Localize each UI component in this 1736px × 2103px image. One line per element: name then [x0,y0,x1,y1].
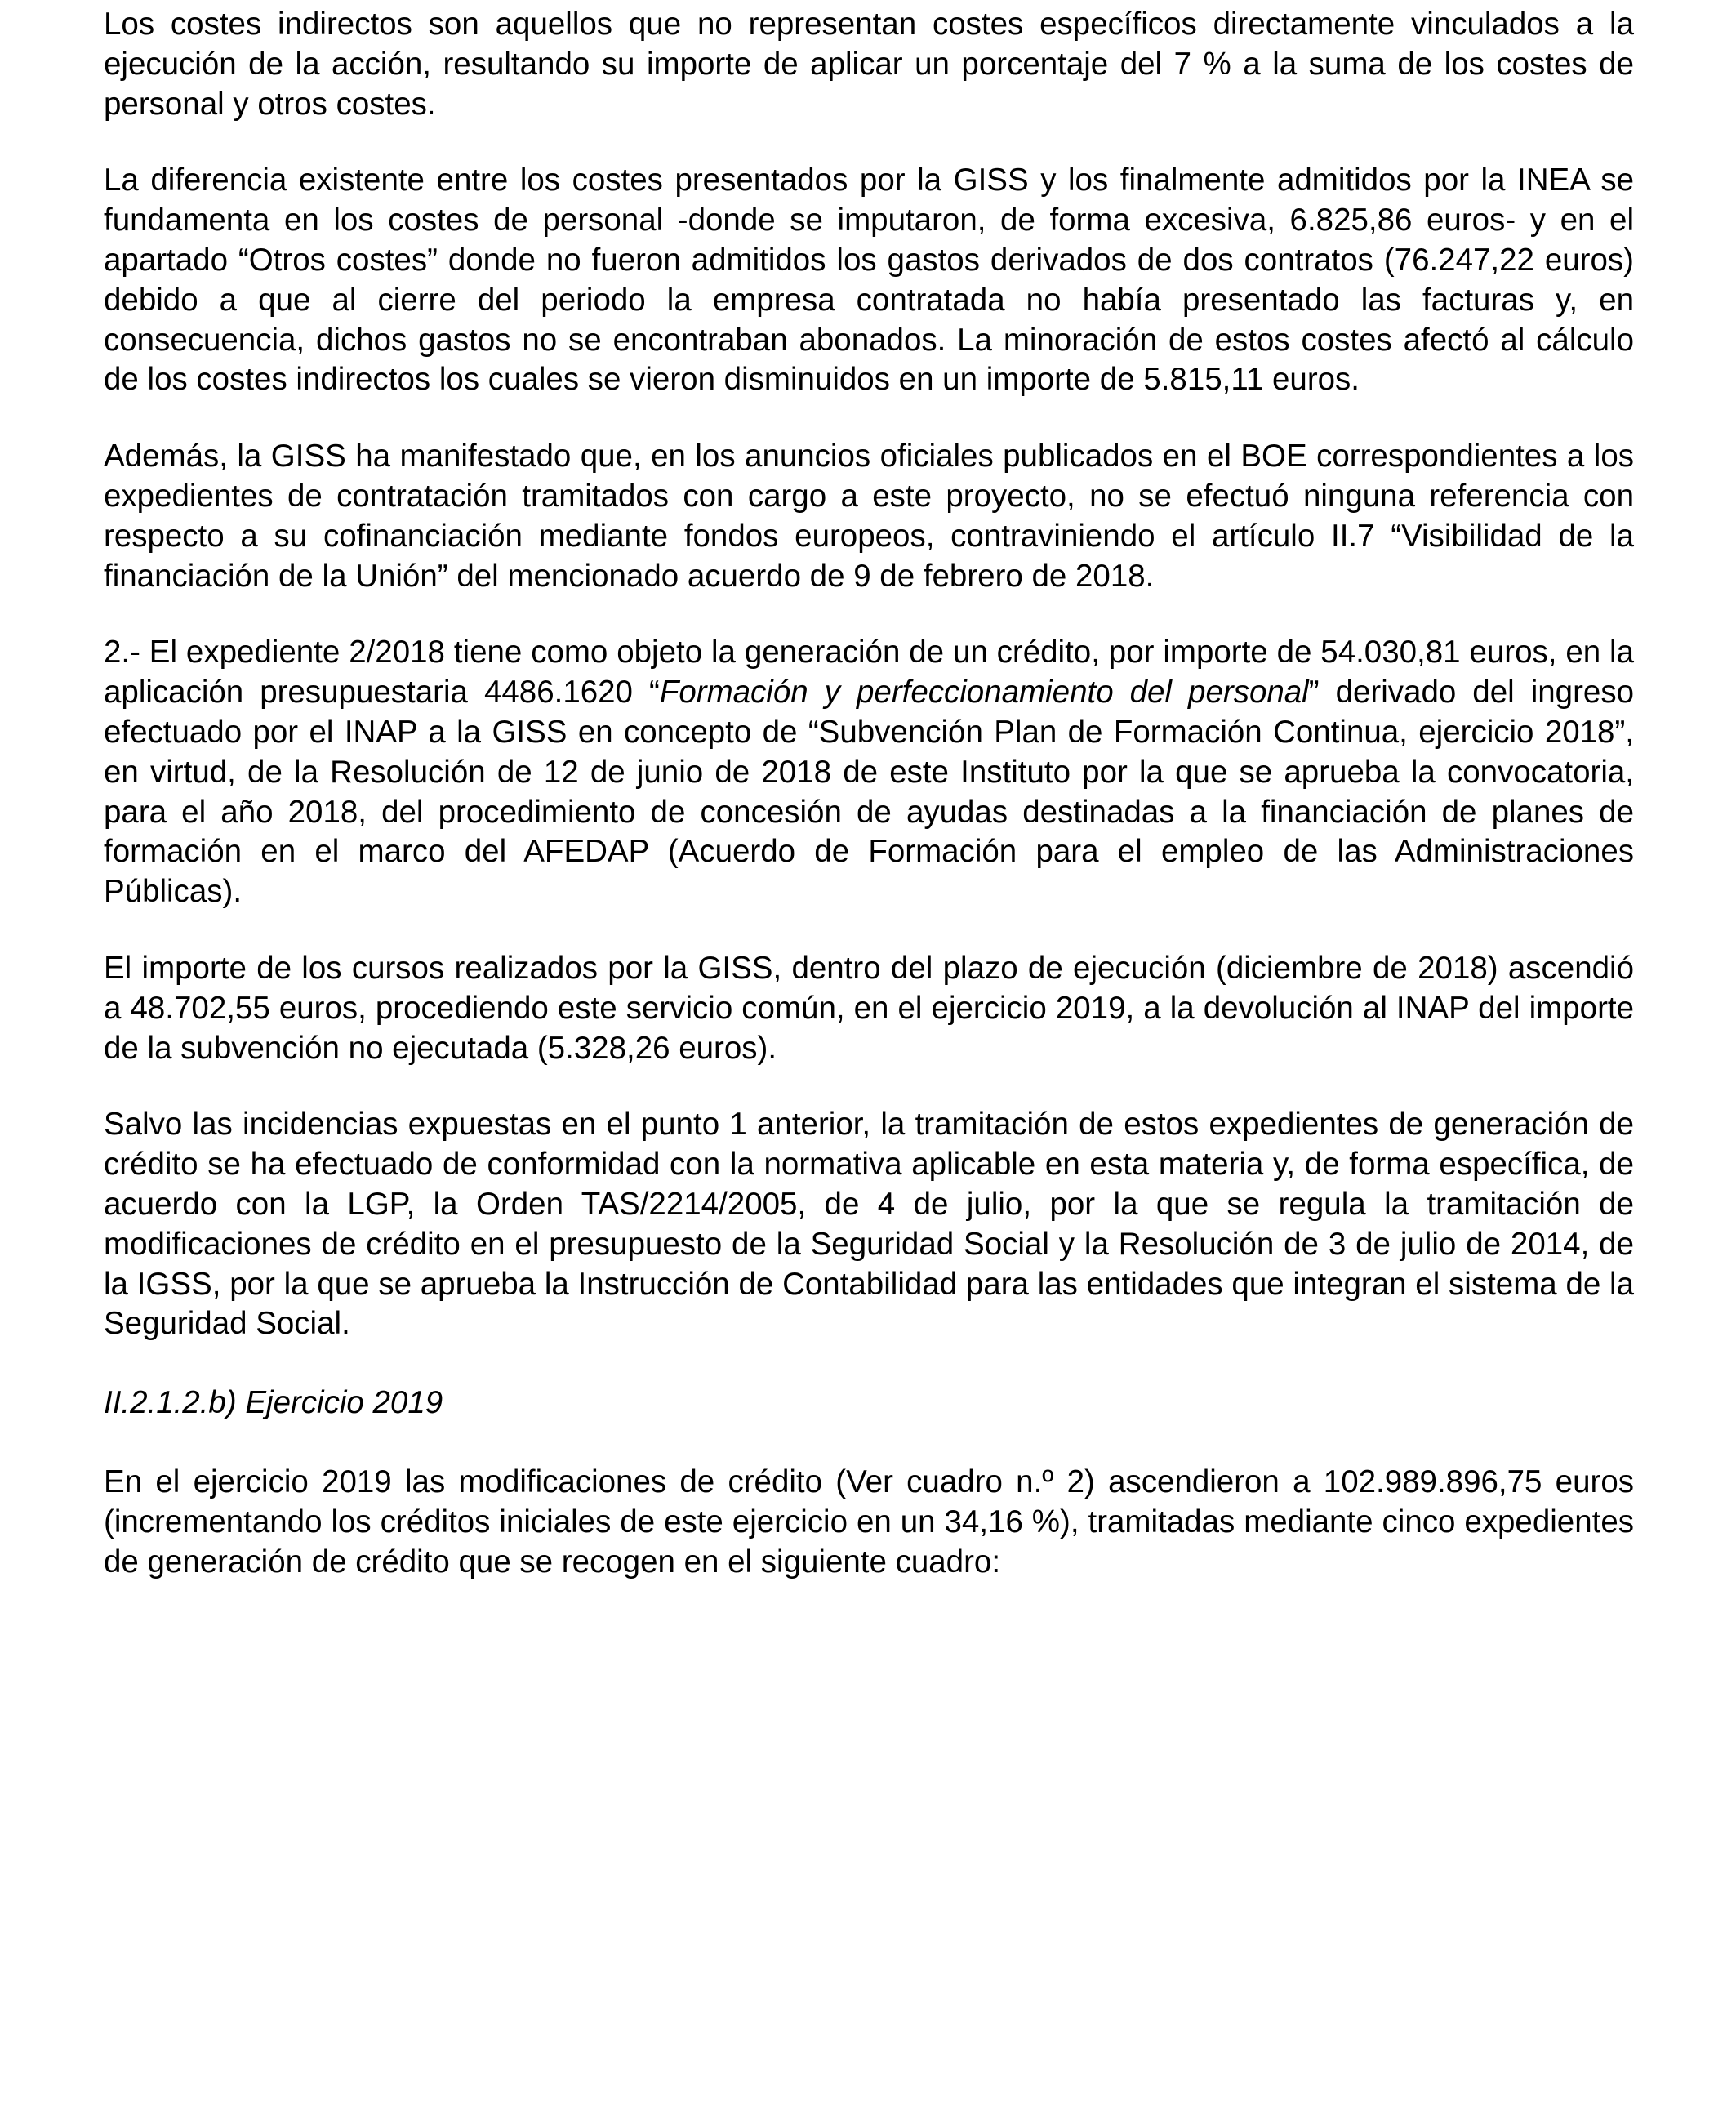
paragraph-regulatory-compliance: Salvo las incidencias expuestas en el punto 1 anterior, la tramitación de estos expedientes de generación de crédito se ha efectuado de conformidad con la normativa aplicable en esta materia y, de forma específica, de acuerdo con la LGP, la Orden TAS/2214/2005, de 4 de julio, por la que se regula la tramitación de modificaciones de crédito en el presupuesto de la Seguridad Social y la Resolución de 3 de julio de 2014, de la IGSS, por la que se aprueba la Instrucción de Contabilidad para las entidades que integran el sistema de la Seguridad Social. [104,1107,1634,1342]
section-heading-2019: II.2.1.2.b) Ejercicio 2019 [104,1385,443,1421]
paragraph-boe-announcements: Además, la GISS ha manifestado que, en los anuncios oficiales publicados en el BOE correspondientes a los expedientes de contratación tramitados con cargo a este proyecto, no se efectuó ninguna referencia con respecto a su cofinanciación mediante fondos europeos, contraviniendo el artículo II.7 “Visibilidad de la financiación de la Unión” del mencionado acuerdo de 9 de febrero de 2018. [104,439,1634,594]
paragraph-expediente-2-2018-end: ” derivado del ingreso efectuado por el INAP a la GISS en concepto de “Subvención Plan de Formación Continua, ejercicio 2018”, en virtud, de la Resolución de 12 de junio de 2018 de este Instituto por la que se aprueba la convocatoria, para el año 2018, del procedimiento de concesión de ayudas destinadas a la financiación de planes de formación en el marco del AFEDAP (Acuerdo de Formación para el empleo de las Administraciones Públicas). [104,675,1634,910]
paragraph-indirect-costs: Los costes indirectos son aquellos que no representan costes específicos directamente vinculados a la ejecución de la acción, resultando su importe de aplicar un porcentaje del 7 % a la suma de los costes de personal y otros costes. [104,7,1634,122]
paragraph-expediente-2-2018-start: 2.- El expediente 2/2018 tiene como objeto la generación de un crédito, por importe de 54.030,81 euros, en la aplicación presupuestaria 4486.1620 “ [104,635,1634,711]
paragraph-cost-differences: La diferencia existente entre los costes presentados por la GISS y los finalmente admitidos por la INEA se fundamenta en los costes de personal -donde se imputaron, de forma excesiva, 6.825,86 euros- y en el apartado “Otros costes” donde no fueron admitidos los gastos derivados de dos contratos (76.247,22 euros) debido a que al cierre del periodo la empresa contratada no había presentado las facturas y, en consecuencia, dichos gastos no se encontraban abonados. La minoración de estos costes afectó al cálculo de los costes indirectos los cuales se vieron disminuidos en un importe de 5.815,11 euros. [104,163,1634,398]
paragraph-expediente-2-2018 [104,633,1634,912]
paragraph-2019-modifications: En el ejercicio 2019 las modificaciones de crédito (Ver cuadro n.º 2) ascendieron a 102.989.896,75 euros (incrementando los créditos iniciales de este ejercicio en un 34,16 %), tramitadas mediante cinco expedientes de generación de crédito que se recogen en el siguiente cuadro: [104,1464,1634,1579]
document-page [104,0,1634,1582]
budget-item-name: Formación y perfeccionamiento del personal [659,675,1309,711]
paragraph-courses-amount: El importe de los cursos realizados por la GISS, dentro del plazo de ejecución (diciembre de 2018) ascendió a 48.702,55 euros, procediendo este servicio común, en el ejercicio 2019, a la devolución al INAP del importe de la subvención no ejecutada (5.328,26 euros). [104,950,1634,1066]
